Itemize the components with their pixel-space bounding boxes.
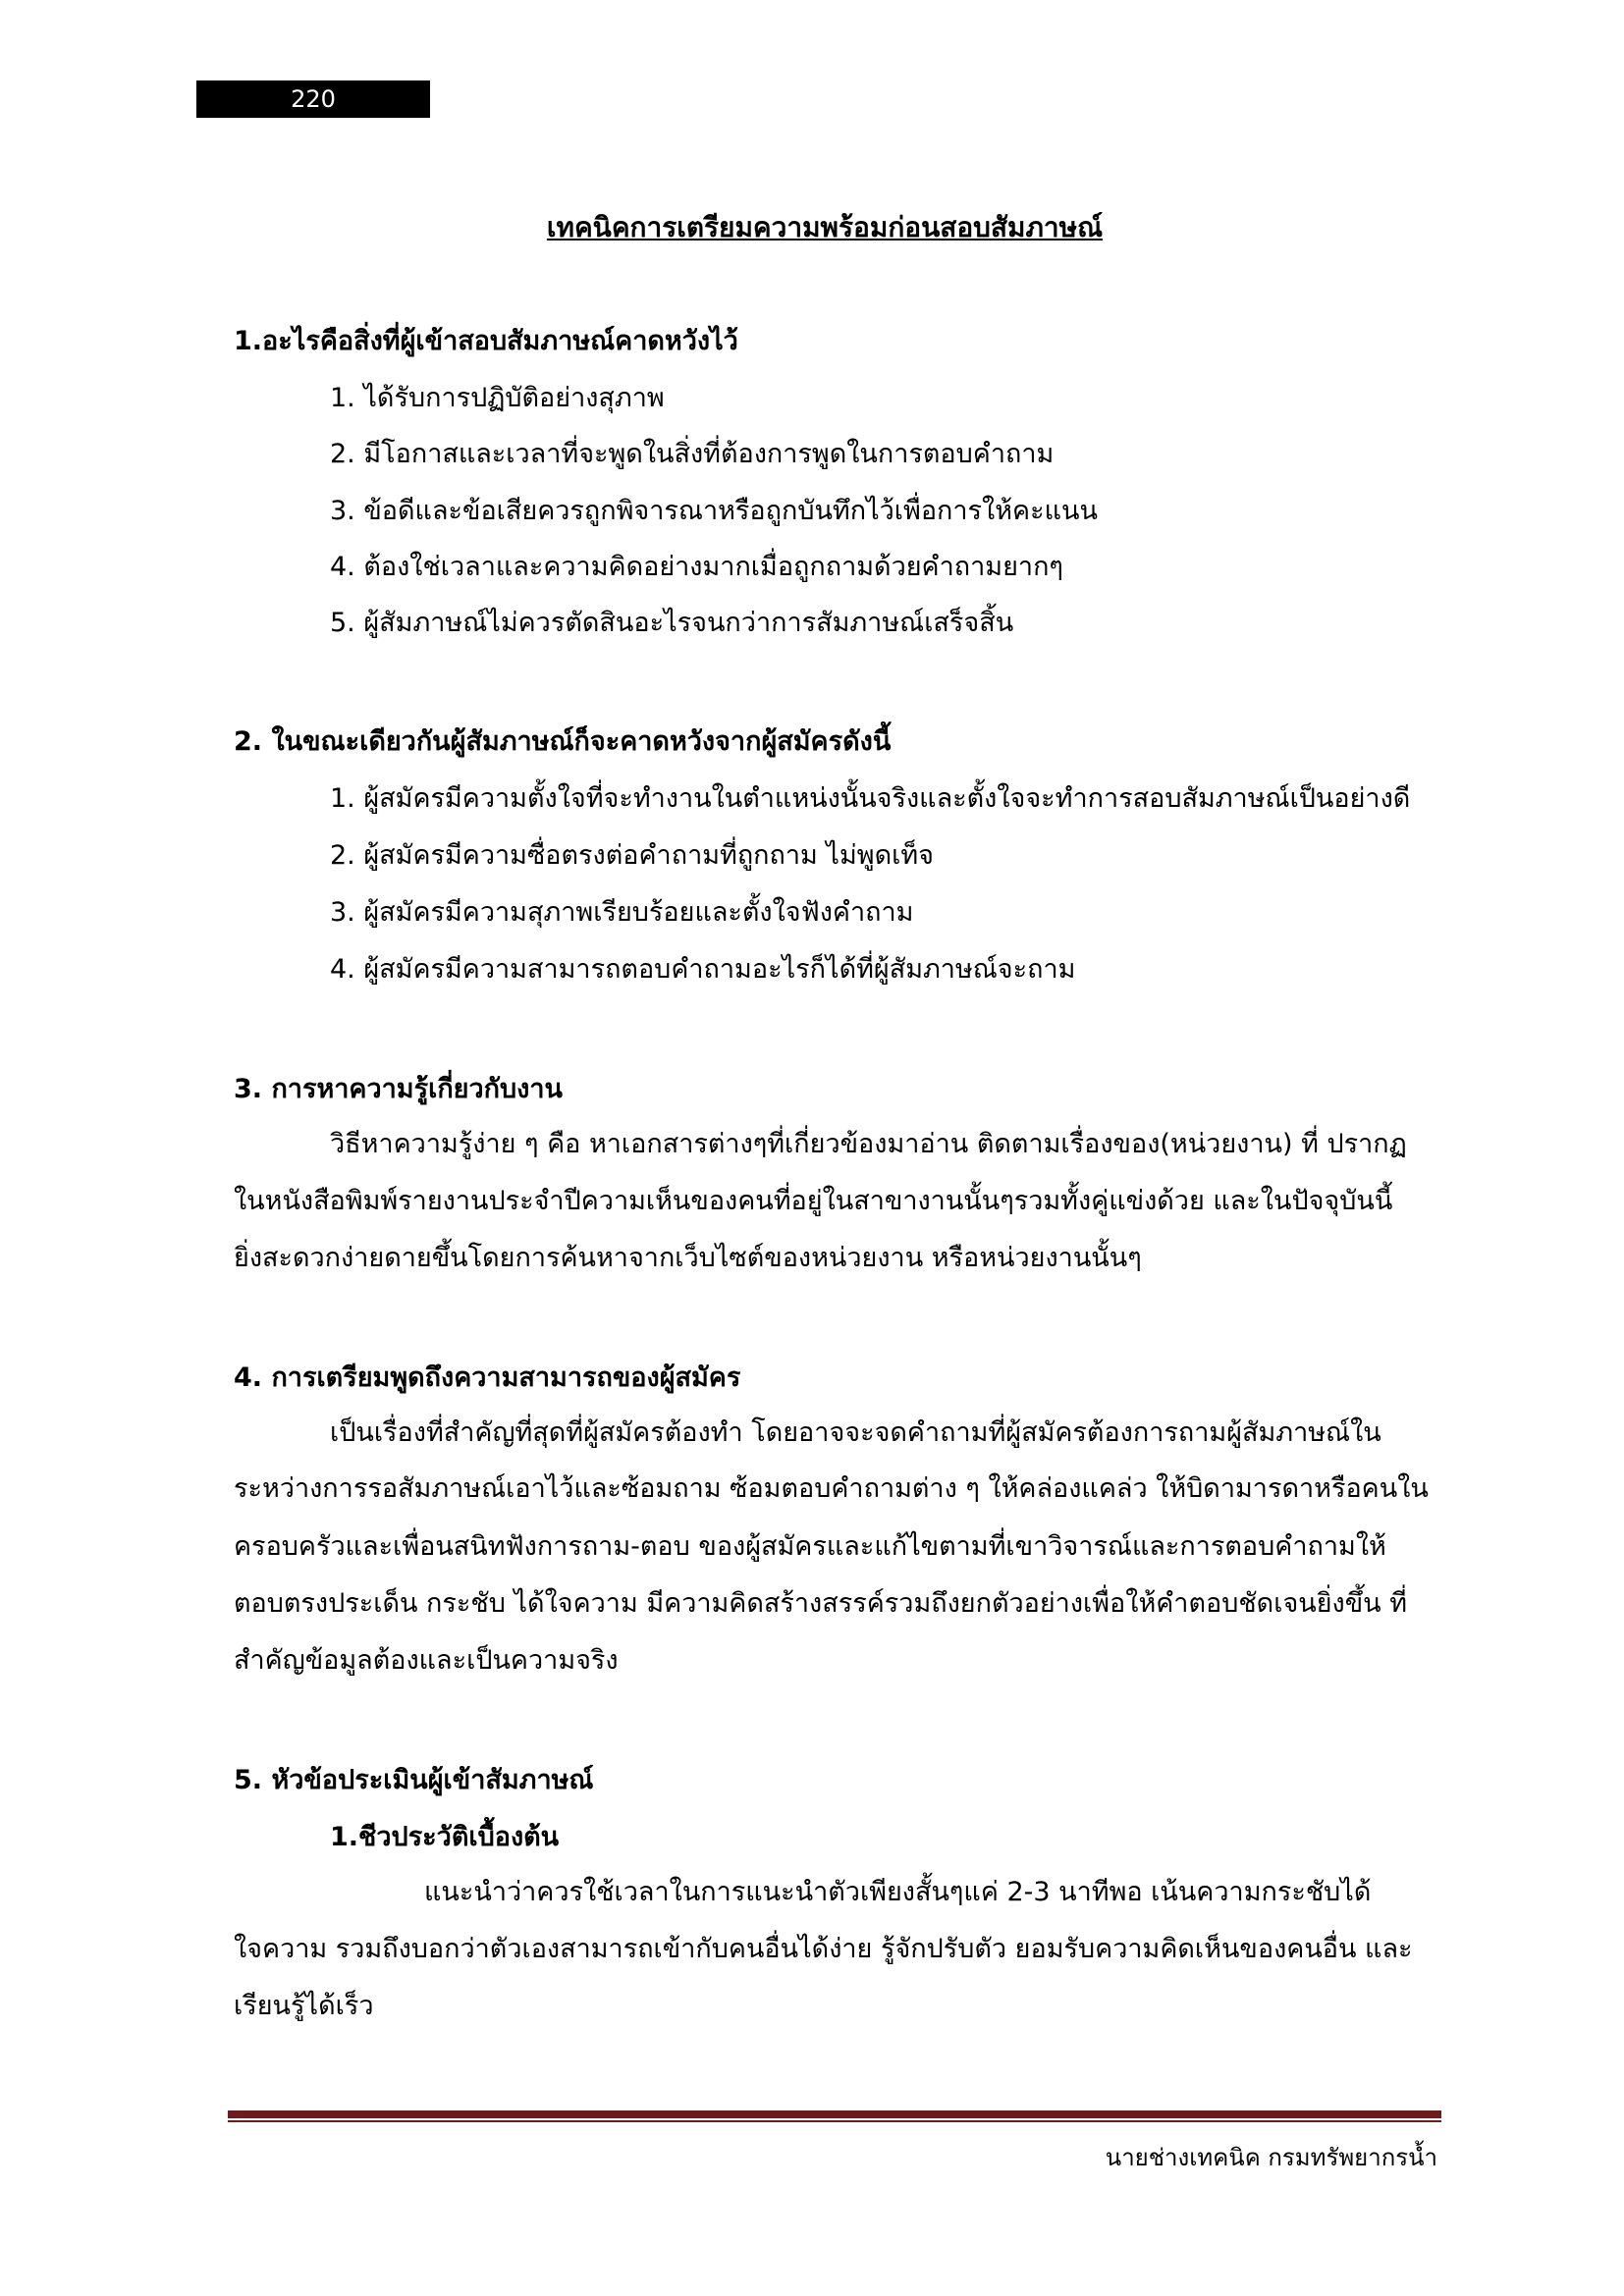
section-2-item: 3. ผู้สมัครมีความสุภาพเรียบร้อยและตั้งใจฟังคำถาม [330,897,914,928]
section-3-paragraph-line: ในหนังสือพิมพ์รายงานประจำปีความเห็นของคนที่อยู่ในสาขางานนั้นๆรวมทั้งคู่แข่งด้วย และในปัจจุบันนี้ [234,1186,1393,1216]
section-1-item: 2. มีโอกาสและเวลาที่จะพูดในสิ่งที่ต้องการพูดในการตอบคำถาม [330,439,1055,469]
section-3-heading: 3. การหาความรู้เกี่ยวกับงาน [234,1074,563,1104]
section-2-item: 2. ผู้สมัครมีความซื่อตรงต่อคำถามที่ถูกถาม ไม่พูดเท็จ [330,840,934,871]
footer-text: นายช่างเทคนิค กรมทรัพยากรน้ำ [1105,2144,1437,2171]
section-2-item: 1. ผู้สมัครมีความตั้งใจที่จะทำงานในตำแหน่งนั้นจริงและตั้งใจจะทำการสอบสัมภาษณ์เป็นอย่างดี [330,783,1411,814]
section-1-heading: 1.อะไรคือสิ่งที่ผู้เข้าสอบสัมภาษณ์คาดหวังไว้ [234,326,738,356]
section-3-paragraph-line: ยิ่งสะดวกง่ายดายขึ้นโดยการค้นหาจากเว็บไซต์ของหน่วยงาน หรือหน่วยงานนั้นๆ [234,1243,1142,1273]
section-5-subheading: 1.ชีวประวัติเบื้องต้น [330,1822,560,1852]
footer-divider [228,2110,1441,2118]
section-2-heading: 2. ในขณะเดียวกันผู้สัมภาษณ์ก็จะคาดหวังจากผู้สมัครดังนี้ [234,726,892,757]
section-4-paragraph-line: ตอบตรงประเด็น กระชับ ได้ใจความ มีความคิดสร้างสรรค์รวมถึงยกตัวอย่างเพื่อให้คำตอบชัดเจนยิ่งขึ้น ที่ [234,1588,1408,1619]
section-5-heading: 5. หัวข้อประเมินผู้เข้าสัมภาษณ์ [234,1765,594,1795]
page-number: 220 [196,80,430,118]
section-4-heading: 4. การเตรียมพูดถึงความสามารถของผู้สมัคร [234,1362,741,1393]
section-5-paragraph-line: เรียนรู้ได้เร็ว [234,1991,374,2021]
section-1-item: 1. ได้รับการปฏิบัติอย่างสุภาพ [330,383,665,413]
section-1-item: 5. ผู้สัมภาษณ์ไม่ควรตัดสินอะไรจนกว่าการสัมภาษณ์เสร็จสิ้น [330,608,1014,638]
section-1-item: 4. ต้องใช่เวลาและความคิดอย่างมากเมื่อถูกถามด้วยคำถามยากๆ [330,552,1063,582]
section-4-paragraph-line: ครอบครัวและเพื่อนสนิทฟังการถาม-ตอบ ของผู้สมัครและแก้ไขตามที่เขาวิจารณ์และการตอบคำถามให้ [234,1531,1386,1562]
section-2-item: 4. ผู้สมัครมีความสามารถตอบคำถามอะไรก็ได้ที่ผู้สัมภาษณ์จะถาม [330,954,1076,985]
section-5-paragraph-line: ใจความ รวมถึงบอกว่าตัวเองสามารถเข้ากับคนอื่นได้ง่าย รู้จักปรับตัว ยอมรับความคิดเห็นของคนอื่น และ [234,1934,1413,1964]
section-4-paragraph-line: เป็นเรื่องที่สำคัญที่สุดที่ผู้สมัครต้องทำ โดยอาจจะจดคำถามที่ผู้สมัครต้องการถามผู้สัมภาษณ์ใน [330,1417,1381,1448]
section-5-paragraph-line: แนะนำว่าควรใช้เวลาในการแนะนำตัวเพียงสั้นๆแค่ 2-3 นาทีพอ เน้นความกระชับได้ [424,1877,1372,1907]
page-title: เทคนิคการเตรียมความพร้อมก่อนสอบสัมภาษณ์ [546,211,1104,243]
section-1-item: 3. ข้อดีและข้อเสียควรถูกพิจารณาหรือถูกบันทึกไว้เพื่อการให้คะแนน [330,496,1098,526]
section-4-paragraph-line: ระหว่างการรอสัมภาษณ์เอาไว้และซ้อมถาม ซ้อมตอบคำถามต่าง ๆ ให้คล่องแคล่ว ให้บิดามารดาหรือคนใน [234,1473,1429,1504]
section-4-paragraph-line: สำคัญข้อมูลต้องและเป็นความจริง [234,1645,619,1676]
section-3-paragraph-line: วิธีหาความรู้ง่าย ๆ คือ หาเอกสารต่างๆที่เกี่ยวข้องมาอ่าน ติดตามเรื่องของ(หน่วยงาน) ที่ ปรากฏ [330,1129,1407,1159]
